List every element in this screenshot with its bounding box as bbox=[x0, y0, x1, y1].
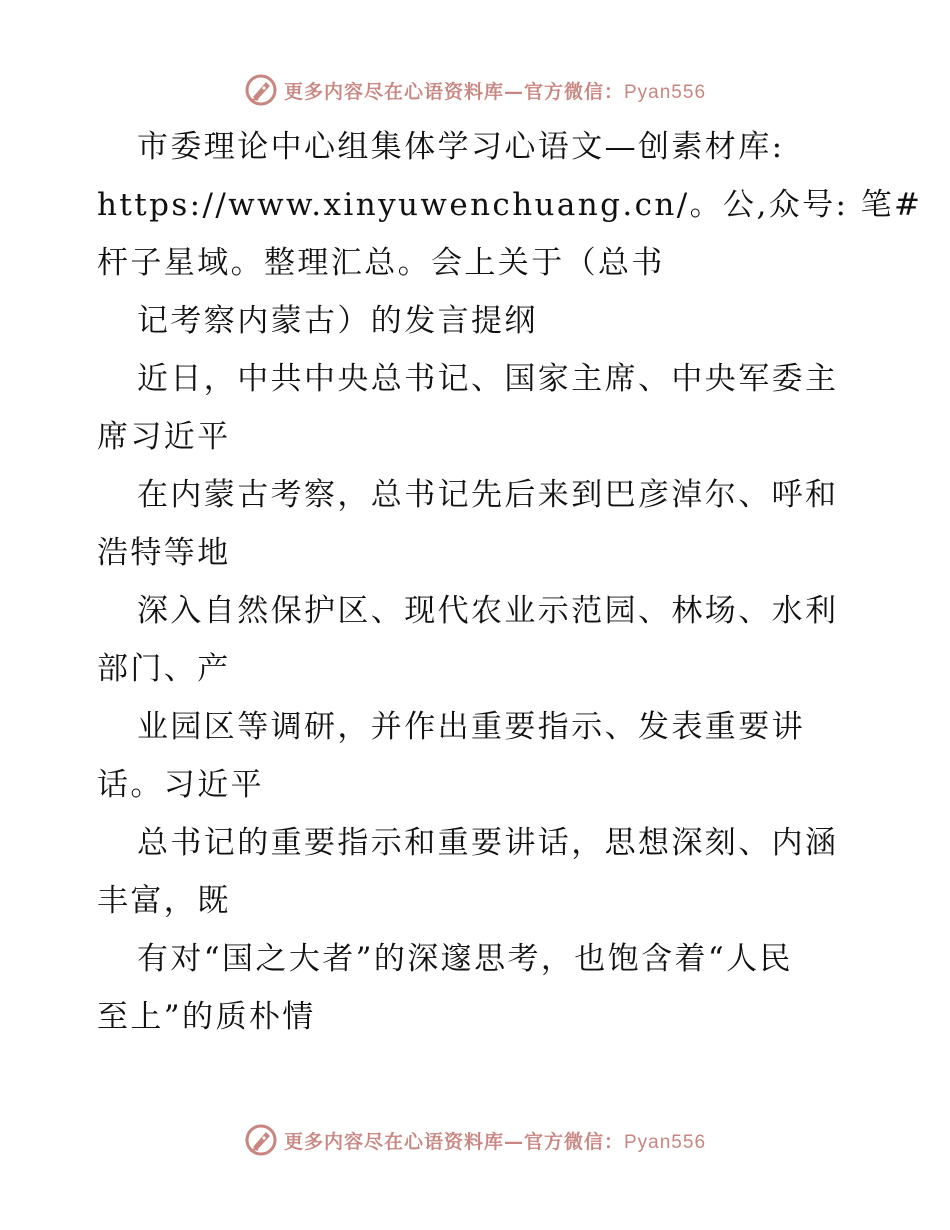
header-banner-text: 更多内容尽在心语资料库—官方微信：Pyan556 bbox=[283, 80, 707, 103]
text-line: 记考察内蒙古）的发言提纲 bbox=[137, 303, 538, 339]
text-line: 至上”的质朴情 bbox=[97, 999, 316, 1035]
text-line: 市委理论中心组集体学习心语文—创素材库: bbox=[137, 129, 785, 165]
text-line: 话。习近平 bbox=[97, 767, 264, 803]
document-body bbox=[97, 118, 923, 1046]
text-line: 杆子星域。整理汇总。会上关于（总书 bbox=[97, 245, 665, 281]
footer-banner bbox=[0, 1120, 950, 1160]
pen-nib-logo-icon bbox=[244, 1123, 278, 1157]
text-line: 总书记的重要指示和重要讲话，思想深刻、内涵 bbox=[137, 825, 839, 861]
text-line: 深入自然保护区、现代农业示范园、林场、水利 bbox=[137, 593, 839, 629]
text-line: 在内蒙古考察，总书记先后来到巴彦淖尔、呼和 bbox=[137, 477, 839, 513]
text-line: 近日，中共中央总书记、国家主席、中央军委主 bbox=[137, 361, 839, 397]
text-line: 业园区等调研，并作出重要指示、发表重要讲 bbox=[137, 709, 805, 745]
text-line: 丰富，既 bbox=[97, 883, 231, 919]
text-line: 席习近平 bbox=[97, 419, 231, 455]
header-banner bbox=[0, 70, 950, 110]
footer-banner-text: 更多内容尽在心语资料库—官方微信：Pyan556 bbox=[283, 1130, 707, 1153]
text-line: 部门、产 bbox=[97, 651, 231, 687]
header-banner-brand: Pyan556 bbox=[624, 81, 707, 103]
text-line: https://www.xinyuwenchuang.cn/。公,众号: 笔# bbox=[97, 187, 923, 223]
text-line: 有对“国之大者”的深邃思考，也饱含着“人民 bbox=[137, 941, 793, 977]
text-line: 浩特等地 bbox=[97, 535, 231, 571]
footer-banner-brand: Pyan556 bbox=[624, 1131, 707, 1153]
pen-nib-logo-icon bbox=[244, 73, 278, 107]
